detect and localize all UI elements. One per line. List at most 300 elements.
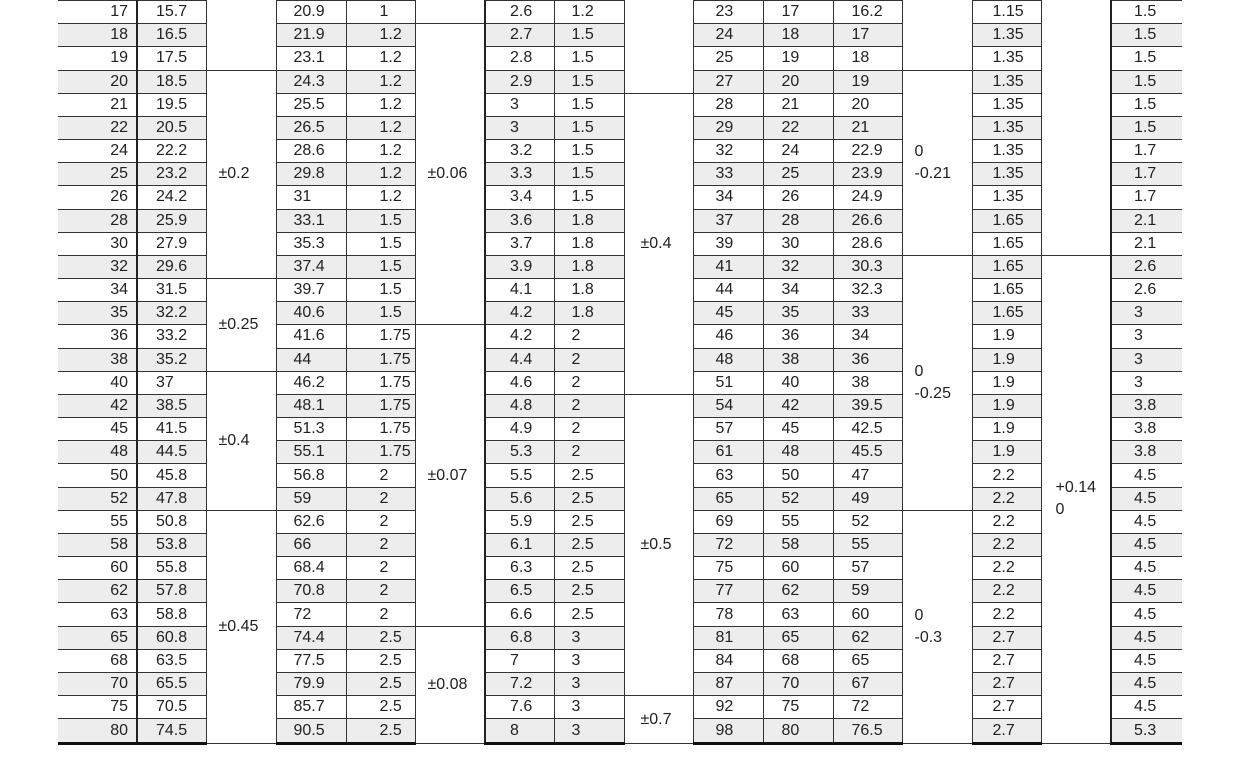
- table-cell: 1.5: [554, 163, 624, 186]
- table-cell: 15.7: [137, 1, 206, 24]
- tolerance-cell: ±0.5: [624, 394, 693, 695]
- table-cell: 17: [833, 24, 902, 47]
- table-cell: 38: [763, 348, 833, 371]
- table-cell: 2.2: [972, 487, 1041, 510]
- table-cell: 1.5: [554, 186, 624, 209]
- tolerance-lower: 0: [1055, 501, 1065, 519]
- table-cell: 27: [693, 70, 763, 93]
- table-cell: 2: [554, 348, 624, 371]
- table-cell: 30.3: [833, 255, 902, 278]
- table-cell: 51.3: [276, 418, 346, 441]
- table-cell: 57: [693, 418, 763, 441]
- table-cell: 65: [693, 487, 763, 510]
- table-cell: 2.5: [346, 626, 415, 649]
- table-cell: 45: [693, 302, 763, 325]
- table-cell: 1.65: [972, 255, 1041, 278]
- tolerance-cell: ±0.7: [624, 696, 693, 744]
- table-cell: 2.5: [346, 672, 415, 695]
- table-cell: 1.5: [554, 140, 624, 163]
- table-cell: 24: [763, 140, 833, 163]
- tolerance-cell: ±0.4: [206, 371, 276, 510]
- table-cell: 1.75: [346, 371, 415, 394]
- table-cell: 1.9: [972, 418, 1041, 441]
- table-cell: 19: [833, 70, 902, 93]
- table-cell: 51: [693, 371, 763, 394]
- tolerance-cell: [415, 1, 485, 24]
- table-cell: 3: [485, 93, 554, 116]
- table-cell: 50: [763, 464, 833, 487]
- table-cell: 2.2: [972, 557, 1041, 580]
- table-cell: 5.3: [485, 441, 554, 464]
- table-cell: 68: [58, 649, 137, 672]
- table-cell: 32: [693, 140, 763, 163]
- table-cell: 70: [763, 672, 833, 695]
- table-cell: 37.4: [276, 255, 346, 278]
- table-cell: 24: [693, 24, 763, 47]
- table-cell: 1.5: [1111, 1, 1182, 24]
- table-cell: 69: [693, 510, 763, 533]
- table-cell: 6.8: [485, 626, 554, 649]
- table-cell: 40: [763, 371, 833, 394]
- table-cell: 1.9: [972, 325, 1041, 348]
- table-cell: 66: [276, 533, 346, 556]
- table-cell: 23.9: [833, 163, 902, 186]
- table-cell: 6.1: [485, 533, 554, 556]
- table-cell: 1.9: [972, 441, 1041, 464]
- table-cell: 1.75: [346, 325, 415, 348]
- table-cell: 2: [554, 441, 624, 464]
- table-cell: 57.8: [137, 580, 206, 603]
- table-cell: 3: [1111, 325, 1182, 348]
- table-cell: 39.7: [276, 279, 346, 302]
- table-cell: 3: [554, 649, 624, 672]
- table-cell: 39: [693, 232, 763, 255]
- table-cell: 92: [693, 696, 763, 719]
- tolerance-cell: ±0.07: [415, 325, 485, 626]
- table-cell: 45.5: [833, 441, 902, 464]
- table-cell: 72: [833, 696, 902, 719]
- table-cell: 1.7: [1111, 186, 1182, 209]
- table-cell: 16.5: [137, 24, 206, 47]
- table-cell: 3.7: [485, 232, 554, 255]
- table-cell: 75: [58, 696, 137, 719]
- table-cell: 63: [58, 603, 137, 626]
- table-cell: 1.7: [1111, 140, 1182, 163]
- table-cell: 65: [58, 626, 137, 649]
- table-cell: 6.6: [485, 603, 554, 626]
- table-cell: 20.5: [137, 116, 206, 139]
- table-cell: 74.4: [276, 626, 346, 649]
- table-row: [58, 1, 1182, 24]
- table-cell: 46: [693, 325, 763, 348]
- table-cell: 28: [58, 209, 137, 232]
- table-cell: 2.2: [972, 510, 1041, 533]
- table-cell: 25.9: [137, 209, 206, 232]
- table-cell: 45: [763, 418, 833, 441]
- table-cell: 1.75: [346, 348, 415, 371]
- table-cell: 21: [763, 93, 833, 116]
- tolerance-upper: 0: [914, 606, 924, 624]
- tolerance-upper: 0: [914, 142, 924, 160]
- table-cell: 58.8: [137, 603, 206, 626]
- table-cell: 7.6: [485, 696, 554, 719]
- table-cell: 77: [693, 580, 763, 603]
- table-cell: 1.35: [972, 140, 1041, 163]
- table-cell: 4.9: [485, 418, 554, 441]
- table-cell: 45: [58, 418, 137, 441]
- table-cell: 36: [833, 348, 902, 371]
- table-cell: 18: [763, 24, 833, 47]
- table-cell: 63.5: [137, 649, 206, 672]
- table-cell: 1.5: [1111, 116, 1182, 139]
- table-cell: 2.2: [972, 464, 1041, 487]
- table-cell: 1.2: [346, 116, 415, 139]
- tolerance-cell: ±0.45: [206, 510, 276, 743]
- table-cell: 46.2: [276, 371, 346, 394]
- table-cell: 45.8: [137, 464, 206, 487]
- tolerance-cell: ±0.08: [415, 626, 485, 743]
- table-cell: 4.5: [1111, 510, 1182, 533]
- table-cell: 72: [276, 603, 346, 626]
- table-cell: 65: [833, 649, 902, 672]
- table-cell: 3: [554, 719, 624, 744]
- table-cell: 60: [833, 603, 902, 626]
- table-cell: 70.5: [137, 696, 206, 719]
- table-cell: 1.35: [972, 163, 1041, 186]
- tolerance-upper: +0.14: [1055, 479, 1096, 497]
- table-cell: 35: [763, 302, 833, 325]
- table-cell: 98: [693, 719, 763, 744]
- table-cell: 28: [693, 93, 763, 116]
- table-cell: 54: [693, 394, 763, 417]
- table-cell: 76.5: [833, 719, 902, 744]
- table-cell: 1.2: [346, 24, 415, 47]
- table-cell: 4.5: [1111, 696, 1182, 719]
- table-cell: 2.8: [485, 47, 554, 70]
- table-cell: 2.1: [1111, 209, 1182, 232]
- table-cell: 1.2: [346, 70, 415, 93]
- table-cell: 55: [763, 510, 833, 533]
- table-cell: 1.2: [346, 93, 415, 116]
- table-cell: 4.8: [485, 394, 554, 417]
- table-cell: 2.6: [1111, 255, 1182, 278]
- table-cell: 4.5: [1111, 464, 1182, 487]
- table-cell: 1.9: [972, 394, 1041, 417]
- table-cell: 6.5: [485, 580, 554, 603]
- table-cell: 23: [693, 1, 763, 24]
- table-cell: 32: [763, 255, 833, 278]
- tolerance-upper: 0: [914, 362, 924, 380]
- table-cell: 2: [346, 580, 415, 603]
- table-cell: 52: [763, 487, 833, 510]
- table-cell: 59: [276, 487, 346, 510]
- table-cell: 1.15: [972, 1, 1041, 24]
- table-cell: 2.2: [972, 580, 1041, 603]
- table-cell: 1.75: [346, 441, 415, 464]
- table-cell: 1.65: [972, 232, 1041, 255]
- table-cell: 59: [833, 580, 902, 603]
- tolerance-lower: -0.21: [914, 164, 951, 182]
- table-cell: 33: [693, 163, 763, 186]
- table-cell: 1.5: [1111, 24, 1182, 47]
- table-cell: 1.9: [972, 371, 1041, 394]
- table-cell: 29: [693, 116, 763, 139]
- table-cell: 42.5: [833, 418, 902, 441]
- table-cell: 2.7: [972, 696, 1041, 719]
- table-cell: 4.4: [485, 348, 554, 371]
- table-cell: 3: [1111, 371, 1182, 394]
- table-cell: 60: [58, 557, 137, 580]
- table-cell: 26.6: [833, 209, 902, 232]
- table-cell: 2: [346, 510, 415, 533]
- table-cell: 39.5: [833, 394, 902, 417]
- table-cell: 21: [58, 93, 137, 116]
- table-cell: 44: [693, 279, 763, 302]
- table-cell: 1.2: [554, 1, 624, 24]
- table-cell: 31.5: [137, 279, 206, 302]
- table-cell: 2: [554, 418, 624, 441]
- table-cell: 63: [693, 464, 763, 487]
- table-cell: 2.9: [485, 70, 554, 93]
- table-row: [58, 510, 1182, 533]
- table-cell: 4.5: [1111, 487, 1182, 510]
- table-cell: 1.75: [346, 394, 415, 417]
- table-cell: 1.8: [554, 302, 624, 325]
- table-cell: 1: [346, 1, 415, 24]
- table-cell: 48: [693, 348, 763, 371]
- table-cell: 2.5: [346, 649, 415, 672]
- table-cell: 44.5: [137, 441, 206, 464]
- table-cell: 55.1: [276, 441, 346, 464]
- table-cell: 37: [693, 209, 763, 232]
- table-cell: 2.5: [346, 696, 415, 719]
- table-cell: 21: [833, 116, 902, 139]
- table-cell: 3.8: [1111, 418, 1182, 441]
- table-cell: 1.5: [554, 93, 624, 116]
- table-cell: 3.6: [485, 209, 554, 232]
- table-cell: 1.2: [346, 163, 415, 186]
- tolerance-cell: [1041, 1, 1111, 256]
- table-cell: 3: [485, 116, 554, 139]
- table-cell: 1.5: [346, 302, 415, 325]
- table-cell: 20: [58, 70, 137, 93]
- table-cell: 84: [693, 649, 763, 672]
- table-cell: 26: [763, 186, 833, 209]
- table-cell: 24.9: [833, 186, 902, 209]
- tolerance-cell: [902, 255, 972, 510]
- table-cell: 3: [1111, 348, 1182, 371]
- table-cell: 1.5: [346, 209, 415, 232]
- table-cell: 63: [763, 603, 833, 626]
- table-cell: 2.5: [554, 580, 624, 603]
- table-cell: 28.6: [833, 232, 902, 255]
- table-cell: 1.35: [972, 186, 1041, 209]
- table-cell: 33: [833, 302, 902, 325]
- table-cell: 62: [833, 626, 902, 649]
- tolerance-cell: [624, 1, 693, 94]
- tolerance-cell: [902, 1, 972, 71]
- table-cell: 2.7: [972, 626, 1041, 649]
- table-cell: 33.2: [137, 325, 206, 348]
- table-cell: 1.5: [554, 70, 624, 93]
- table-cell: 22: [58, 116, 137, 139]
- table-cell: 31: [276, 186, 346, 209]
- table-cell: 17: [58, 1, 137, 24]
- table-cell: 1.2: [346, 140, 415, 163]
- table-cell: 80: [763, 719, 833, 744]
- table-cell: 4.5: [1111, 580, 1182, 603]
- tolerance-cell: ±0.25: [206, 279, 276, 372]
- table-cell: 4.6: [485, 371, 554, 394]
- table-cell: 4.2: [485, 302, 554, 325]
- table-cell: 60.8: [137, 626, 206, 649]
- table-cell: 20: [763, 70, 833, 93]
- table-cell: 34: [58, 279, 137, 302]
- table-cell: 25: [763, 163, 833, 186]
- table-cell: 52: [58, 487, 137, 510]
- table-cell: 1.9: [972, 348, 1041, 371]
- table-cell: 2.5: [346, 719, 415, 744]
- table-cell: 30: [58, 232, 137, 255]
- table-cell: 1.5: [554, 24, 624, 47]
- table-cell: 37: [137, 371, 206, 394]
- tolerance-cell: [1041, 255, 1111, 743]
- table-cell: 1.8: [554, 209, 624, 232]
- table-cell: 65: [763, 626, 833, 649]
- table-cell: 34: [833, 325, 902, 348]
- table-cell: 62: [58, 580, 137, 603]
- table-cell: 1.5: [1111, 47, 1182, 70]
- tolerance-cell: [902, 510, 972, 743]
- table-cell: 17: [763, 1, 833, 24]
- table-cell: 18: [58, 24, 137, 47]
- table-cell: 2.7: [485, 24, 554, 47]
- table-cell: 41: [693, 255, 763, 278]
- table-cell: 5.6: [485, 487, 554, 510]
- table-cell: 25: [693, 47, 763, 70]
- table-cell: 48: [763, 441, 833, 464]
- table-cell: 58: [763, 533, 833, 556]
- table-cell: 26.5: [276, 116, 346, 139]
- table-cell: 41.6: [276, 325, 346, 348]
- table-cell: 17.5: [137, 47, 206, 70]
- table-cell: 30: [763, 232, 833, 255]
- table-cell: 23.2: [137, 163, 206, 186]
- table-cell: 4.1: [485, 279, 554, 302]
- table-cell: 3.8: [1111, 441, 1182, 464]
- table-cell: 36: [58, 325, 137, 348]
- table-cell: 1.65: [972, 209, 1041, 232]
- table-cell: 29.6: [137, 255, 206, 278]
- table-cell: 80: [58, 719, 137, 744]
- table-cell: 2.5: [554, 487, 624, 510]
- table-cell: 5.3: [1111, 719, 1182, 744]
- table-cell: 3: [1111, 302, 1182, 325]
- table-cell: 87: [693, 672, 763, 695]
- table-cell: 42: [58, 394, 137, 417]
- table-cell: 38: [58, 348, 137, 371]
- table-cell: 70.8: [276, 580, 346, 603]
- table-cell: 23.1: [276, 47, 346, 70]
- table-cell: 3: [554, 672, 624, 695]
- table-cell: 1.5: [346, 279, 415, 302]
- tolerance-lower: -0.25: [914, 384, 951, 402]
- table-cell: 47.8: [137, 487, 206, 510]
- table-cell: 28.6: [276, 140, 346, 163]
- table-cell: 2: [346, 533, 415, 556]
- table-cell: 20.9: [276, 1, 346, 24]
- table-cell: 40.6: [276, 302, 346, 325]
- table-cell: 1.2: [346, 186, 415, 209]
- table-cell: 5.5: [485, 464, 554, 487]
- table-cell: 2: [554, 371, 624, 394]
- table-cell: 2.7: [972, 672, 1041, 695]
- tolerance-cell: ±0.4: [624, 93, 693, 394]
- table-cell: 2.6: [485, 1, 554, 24]
- table-cell: 74.5: [137, 719, 206, 744]
- table-cell: 2.2: [972, 603, 1041, 626]
- table-cell: 35: [58, 302, 137, 325]
- table-cell: 42: [763, 394, 833, 417]
- table-cell: 1.5: [554, 116, 624, 139]
- table-cell: 67: [833, 672, 902, 695]
- table-cell: 1.2: [346, 47, 415, 70]
- table-cell: 4.5: [1111, 626, 1182, 649]
- tolerance-cell: ±0.06: [415, 24, 485, 325]
- table-cell: 33.1: [276, 209, 346, 232]
- table-cell: 2: [346, 557, 415, 580]
- table-cell: 16.2: [833, 1, 902, 24]
- table-cell: 62.6: [276, 510, 346, 533]
- table-cell: 55: [833, 533, 902, 556]
- table-cell: 3.2: [485, 140, 554, 163]
- table-cell: 38.5: [137, 394, 206, 417]
- table-cell: 1.8: [554, 255, 624, 278]
- table-cell: 1.5: [346, 255, 415, 278]
- table-cell: 4.5: [1111, 672, 1182, 695]
- table-cell: 1.35: [972, 24, 1041, 47]
- table-cell: 53.8: [137, 533, 206, 556]
- table-cell: 49: [833, 487, 902, 510]
- table-row: [58, 70, 1182, 93]
- table-row: [58, 371, 1182, 394]
- table-cell: 50.8: [137, 510, 206, 533]
- table-cell: 2.1: [1111, 232, 1182, 255]
- table-cell: 38: [833, 371, 902, 394]
- table-cell: 4.5: [1111, 533, 1182, 556]
- table-cell: 55: [58, 510, 137, 533]
- table-cell: 1.5: [554, 47, 624, 70]
- table-cell: 61: [693, 441, 763, 464]
- table-cell: 48.1: [276, 394, 346, 417]
- table-cell: 57: [833, 557, 902, 580]
- table-cell: 3: [554, 626, 624, 649]
- table-cell: 62: [763, 580, 833, 603]
- table-cell: 36: [763, 325, 833, 348]
- table-cell: 35.2: [137, 348, 206, 371]
- table-cell: 1.8: [554, 279, 624, 302]
- table-cell: 2: [346, 487, 415, 510]
- table-cell: 28: [763, 209, 833, 232]
- table-cell: 2.5: [554, 557, 624, 580]
- dimension-table: [58, 0, 1182, 745]
- table-cell: 55.8: [137, 557, 206, 580]
- tolerance-cell: [206, 1, 276, 71]
- table-cell: 2.5: [554, 464, 624, 487]
- table-cell: 58: [58, 533, 137, 556]
- tolerance-cell: [902, 70, 972, 255]
- table-cell: 29.8: [276, 163, 346, 186]
